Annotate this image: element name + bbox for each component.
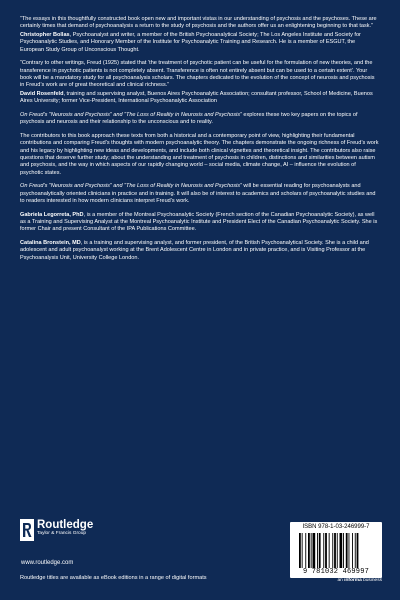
- bio-legorreta: Gabriela Legorreta, PhD, is a member of the Montreal Psychoanalytic Society (French section of the Canadian Psychoanalytic Society), as well as a Training and Supervising Analyst at the Montreal Psychoanalytic Institute and President Elect of the Canadian Psychoanalytic Society. She is former Chair and present Consultant of the IPA Publications Committee.: [20, 211, 378, 233]
- quote-rosenfeld: “Contrary to other writings, Freud (1925) stated that ‘the treatment of psychotic patient can be useful for the formulation of new theories, and the transference in psychotic patients is not completely absent. Transference is often not entirely absent but can be used to a certain extent’. Your book will be a mandatory study for all psychoanalysis scholars. The chapters dedicated to the evolution of the concept of neurosis and psychosis in Freud’s work are of great theoretical and clinical richness.”: [20, 60, 375, 89]
- publisher-brand: Routledge: [37, 519, 94, 531]
- editor-name: Gabriela Legorreta, PhD: [20, 211, 84, 218]
- routledge-r-logo-icon: [20, 519, 34, 541]
- bio-bronstein: Catalina Bronstein, MD, is a training and supervising analyst, and former president, of the British Psychoanalytical Society. She is a child and adolescent and adult psychoanalyst working at the Brent Adolescent Centre in London and in private practice, and is Visiting Professor at the Psychoanalysis Unit, University College London.: [20, 239, 369, 261]
- publisher-logo: [20, 519, 93, 541]
- publisher-name: [37, 519, 93, 537]
- informa-credit: an informa business: [337, 578, 382, 583]
- book-title: On Freud’s “Neurosis and Psychosis” and “The Loss of Reality in Neurosis and Psychosis”: [20, 183, 242, 190]
- editor-name: Catalina Bronstein, MD: [20, 239, 81, 246]
- description-contributors: The contributors to this book approach these texts from both a historical and a contemporary point of view, highlighting their fundamental contributions and comparing Freud’s thoughts with modern psychoanalytic theory. The chapters demonstrate the ongoing richness of Freud’s work and his legacy by highlighting new ideas and developments, and include both clinical vignettes and theoretical insight. The contributors also raise questions that deserve further study; about the understanding and treatment of psychosis in children, distinctions and similarities between autism and psychosis, and the way in which aspects of our rapidly changing world – social media, climate change, AI – influence the evolution of psychotic states.: [20, 133, 379, 176]
- barcode-icon: [299, 533, 373, 568]
- publisher-website: www.routledge.com: [21, 560, 74, 566]
- quote-rosenfeld-attribution: David Rosenfeld, training and supervising analyst, Buenos Aires Psychoanalytic Association; consultant professor, School of Medicine, Buenos Aires University; former Vice-President, International Psychoanalytic Association: [20, 90, 373, 105]
- quote-bollas: “The essays in this thoughtfully constructed book open new and important vistas in our understanding of psychosis and the psychoses. These are certainly times that demand of psychoanalysis a return to the study of psychosis and the authors offer us an enlightening beginning to that task.”: [20, 16, 377, 30]
- ebook-notice: Routledge titles are available as eBook editions in a range of digital formats: [20, 575, 207, 581]
- author-name: Christopher Bollas: [20, 32, 70, 39]
- publisher-group: Taylor & Francis Group: [37, 531, 87, 536]
- description-audience: On Freud’s “Neurosis and Psychosis” and “The Loss of Reality in Neurosis and Psychosis” will be essential reading for psychoanalysts and psychoanalytically oriented clinicians in practice and in training. It will also be of interest to academics and scholars of psychoanalytic studies and to readers interested in how modern clinicians interpret Freud’s work.: [20, 183, 376, 204]
- description-intro: On Freud’s “Neurosis and Psychosis” and “The Loss of Reality in Neurosis and Psychosis” explores these two key papers on the topics of psychosis and neurosis and their relationship to the unconscious and to reality.: [20, 112, 358, 126]
- quote-bollas-attribution: Christopher Bollas, Psychoanalyst and writer, a member of the British Psychoanalytical Society; The Los Angeles Institute and Society for Psychoanalytic Studies, and Honorary Member of the Institute for Psychoanalytic Training and Research. He is a member of ESGUT, the European Study Group of Unconscious Thought.: [20, 32, 361, 53]
- author-name: David Rosenfeld: [20, 90, 64, 97]
- book-title: On Freud’s “Neurosis and Psychosis” and “The Loss of Reality in Neurosis and Psychosis”: [20, 112, 242, 118]
- cover-text: [20, 16, 380, 268]
- barcode-digits: 9 781032 469997: [302, 568, 369, 576]
- barcode-panel: [290, 522, 382, 578]
- isbn-number: ISBN 978-1-03-246999-7: [302, 524, 370, 530]
